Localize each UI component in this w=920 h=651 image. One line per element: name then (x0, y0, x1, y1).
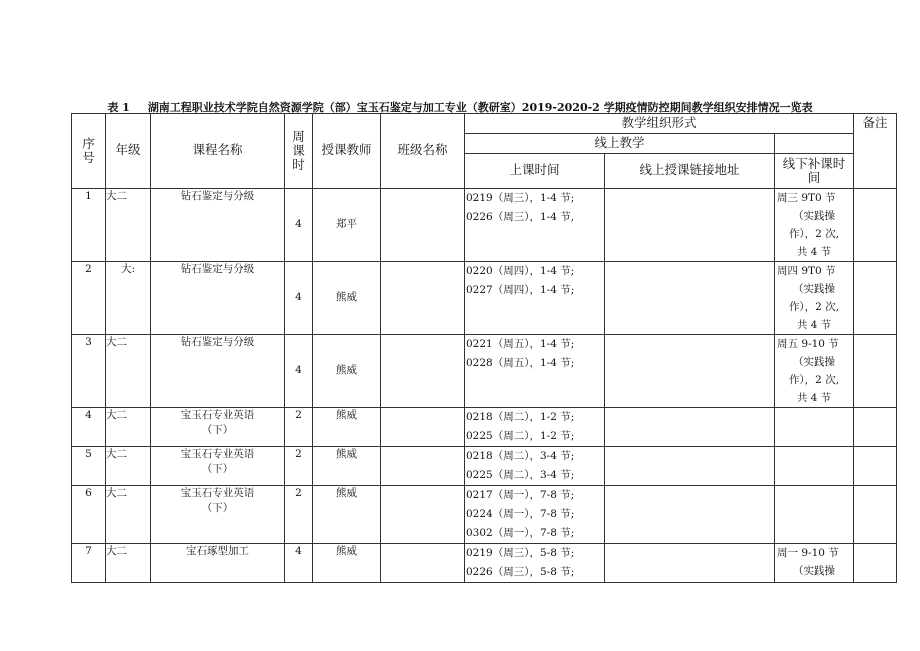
cell-class-name (381, 543, 465, 582)
cell-teacher: 熊威 (313, 334, 381, 407)
table-row (72, 446, 897, 485)
table-row (72, 407, 897, 446)
cell-seq: 5 (72, 446, 106, 485)
header-online: 线上教学 (465, 133, 775, 153)
cell-seq: 7 (72, 543, 106, 582)
cell-link (605, 334, 775, 407)
cell-link (605, 446, 775, 485)
cell-hours: 2 (285, 485, 313, 543)
cell-grade: 大: (106, 261, 151, 334)
cell-class-name (381, 407, 465, 446)
cell-teacher: 熊威 (313, 407, 381, 446)
table-row (72, 485, 897, 543)
table-number: 表 1 (107, 101, 130, 114)
cell-course: 钻石鉴定与分级 (151, 188, 285, 261)
cell-link (605, 485, 775, 543)
cell-seq: 6 (72, 485, 106, 543)
cell-remarks (854, 407, 897, 446)
cell-remarks (854, 543, 897, 582)
cell-teacher: 熊威 (313, 446, 381, 485)
cell-time: 0217（周一），7-8 节; 0224（周一），7-8 节; 0302（周一），7-8 节; (465, 485, 605, 543)
cell-teacher: 熊威 (313, 261, 381, 334)
cell-offline: 周四 9T0 节 （实践操 作），2 次, 共 4 节 (775, 261, 854, 334)
cell-hours: 4 (285, 261, 313, 334)
cell-offline: 周五 9-10 节 （实践操 作），2 次, 共 4 节 (775, 334, 854, 407)
header-seq: 序 号 (72, 114, 106, 189)
cell-grade: 大二 (106, 446, 151, 485)
cell-offline (775, 407, 854, 446)
cell-remarks (854, 261, 897, 334)
cell-offline (775, 446, 854, 485)
cell-teacher: 熊威 (313, 543, 381, 582)
cell-link (605, 188, 775, 261)
cell-grade: 大二 (106, 188, 151, 261)
cell-grade: 大二 (106, 407, 151, 446)
cell-course: 钻石鉴定与分级 (151, 261, 285, 334)
cell-course: 钻石鉴定与分级 (151, 334, 285, 407)
cell-teacher: 郑平 (313, 188, 381, 261)
header-hours: 周 课 时 (285, 114, 313, 189)
table-row (72, 334, 897, 407)
cell-class-name (381, 446, 465, 485)
cell-seq: 2 (72, 261, 106, 334)
header-class-name: 班级名称 (381, 114, 465, 189)
cell-remarks (854, 188, 897, 261)
cell-seq: 1 (72, 188, 106, 261)
cell-course: 宝玉石专业英语 （下） (151, 446, 285, 485)
cell-hours: 4 (285, 334, 313, 407)
cell-offline (775, 485, 854, 543)
header-teaching-form: 教学组织形式 (465, 114, 854, 134)
table-row (72, 188, 897, 261)
cell-hours: 2 (285, 407, 313, 446)
cell-link (605, 543, 775, 582)
cell-remarks (854, 334, 897, 407)
cell-hours: 4 (285, 188, 313, 261)
cell-hours: 4 (285, 543, 313, 582)
cell-link (605, 261, 775, 334)
cell-teacher: 熊威 (313, 485, 381, 543)
header-grade: 年级 (106, 114, 151, 189)
cell-course: 宝玉石专业英语 （下） (151, 407, 285, 446)
cell-class-name (381, 334, 465, 407)
cell-remarks (854, 485, 897, 543)
cell-course: 宝玉石专业英语 （下） (151, 485, 285, 543)
header-course: 课程名称 (151, 114, 285, 189)
cell-class-name (381, 261, 465, 334)
cell-time: 0221（周五），1-4 节; 0228（周五），1-4 节; (465, 334, 605, 407)
cell-course: 宝石琢型加工 (151, 543, 285, 582)
cell-grade: 大二 (106, 485, 151, 543)
cell-offline: 周一 9-10 节 （实践操 (775, 543, 854, 582)
cell-time: 0220（周四），1-4 节; 0227（周四），1-4 节; (465, 261, 605, 334)
cell-grade: 大二 (106, 334, 151, 407)
header-link: 线上授课链接地址 (605, 153, 775, 188)
cell-time: 0218（周二），3-4 节; 0225（周二），3-4 节; (465, 446, 605, 485)
cell-class-name (381, 485, 465, 543)
header-remarks: 备注 (854, 114, 897, 189)
header-teacher: 授课教师 (313, 114, 381, 189)
header-time: 上课时间 (465, 153, 605, 188)
cell-remarks (854, 446, 897, 485)
cell-time: 0218（周二），1-2 节; 0225（周二），1-2 节; (465, 407, 605, 446)
cell-class-name (381, 188, 465, 261)
table-row (72, 543, 897, 582)
header-offline: 线下补课时 间 (775, 153, 854, 188)
cell-link (605, 407, 775, 446)
cell-grade: 大二 (106, 543, 151, 582)
cell-seq: 3 (72, 334, 106, 407)
table-row (72, 261, 897, 334)
schedule-table (71, 113, 897, 583)
cell-seq: 4 (72, 407, 106, 446)
cell-offline: 周三 9T0 节 （实践操 作），2 次, 共 4 节 (775, 188, 854, 261)
table-title: 湖南工程职业技术学院自然资源学院（部）宝玉石鉴定与加工专业（教研室）2019-2020-2 学期疫情防控期间教学组织安排情况一览表 (147, 101, 813, 114)
cell-time: 0219（周三），1-4 节; 0226（周三），1-4 节, (465, 188, 605, 261)
cell-hours: 2 (285, 446, 313, 485)
cell-time: 0219（周三），5-8 节; 0226（周三），5-8 节; (465, 543, 605, 582)
